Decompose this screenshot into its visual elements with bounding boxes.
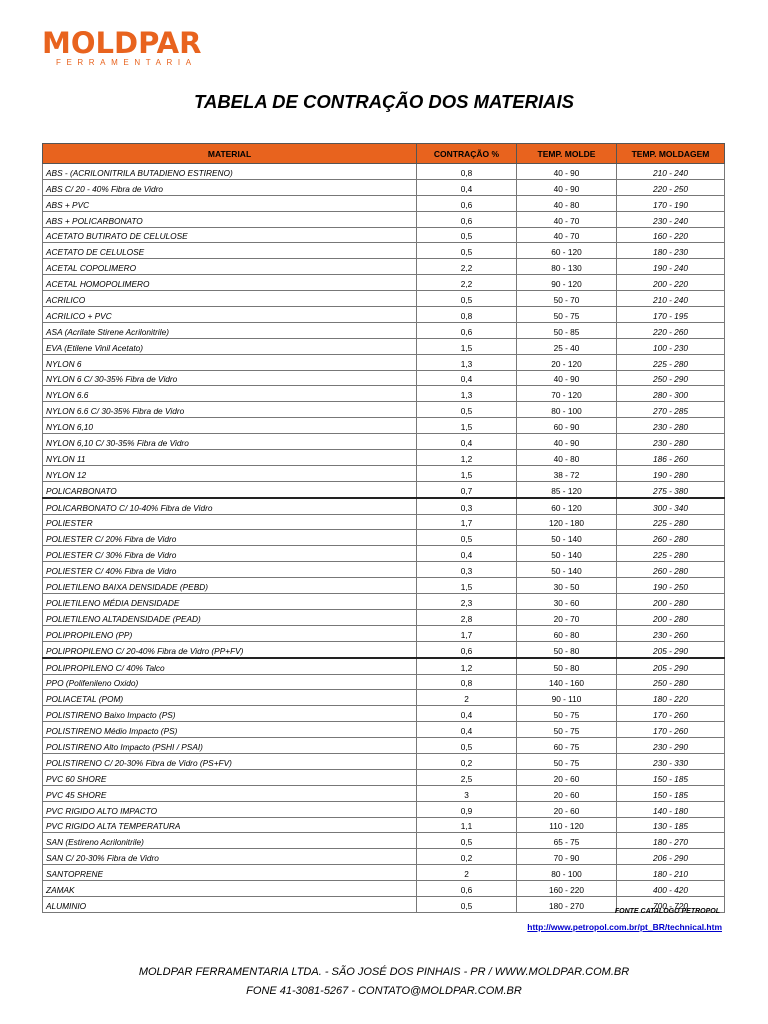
cell-material: POLISTIRENO Alto Impacto (PSHI / PSAI) [43, 738, 417, 754]
table-row [43, 179, 725, 195]
cell-material: POLIPROPILENO (PP) [43, 625, 417, 641]
cell-temp-molde: 60 - 75 [517, 738, 617, 754]
cell-contracao: 0,3 [417, 562, 517, 578]
cell-temp-moldagem: 140 - 180 [617, 801, 725, 817]
cell-temp-moldagem: 700 - 720 [617, 896, 725, 912]
cell-temp-molde: 20 - 60 [517, 801, 617, 817]
header-material: MATERIAL [43, 144, 417, 164]
cell-material: ACETATO BUTIRATO DE CELULOSE [43, 227, 417, 243]
cell-material: SANTOPRENE [43, 865, 417, 881]
cell-material: POLISTIRENO Médio Impacto (PS) [43, 722, 417, 738]
cell-material: NYLON 12 [43, 465, 417, 481]
cell-temp-molde: 50 - 75 [517, 722, 617, 738]
cell-material: POLISTIRENO Baixo Impacto (PS) [43, 706, 417, 722]
cell-material: PVC RIGIDO ALTA TEMPERATURA [43, 817, 417, 833]
cell-temp-molde: 50 - 80 [517, 658, 617, 674]
cell-contracao: 3 [417, 785, 517, 801]
cell-temp-moldagem: 225 - 280 [617, 546, 725, 562]
cell-material: SAN (Estireno Acrilonitrile) [43, 833, 417, 849]
table-row [43, 465, 725, 481]
cell-temp-moldagem: 200 - 280 [617, 609, 725, 625]
cell-material: PPO (Polifenileno Oxido) [43, 674, 417, 690]
table-body [43, 164, 725, 913]
table-row [43, 259, 725, 275]
cell-material: PVC RIGIDO ALTO IMPACTO [43, 801, 417, 817]
cell-contracao: 0,5 [417, 291, 517, 307]
cell-temp-moldagem: 230 - 240 [617, 211, 725, 227]
cell-contracao: 2,2 [417, 259, 517, 275]
table-row [43, 594, 725, 610]
cell-material: POLIPROPILENO C/ 20-40% Fibra de Vidro (PP+FV) [43, 641, 417, 657]
cell-temp-molde: 50 - 80 [517, 641, 617, 657]
cell-temp-moldagem: 190 - 250 [617, 578, 725, 594]
cell-contracao: 1,7 [417, 514, 517, 530]
cell-material: NYLON 6 C/ 30-35% Fibra de Vidro [43, 370, 417, 386]
cell-contracao: 1,1 [417, 817, 517, 833]
header-contracao: CONTRAÇÃO % [417, 144, 517, 164]
cell-contracao: 1,2 [417, 658, 517, 674]
table-row [43, 275, 725, 291]
cell-temp-molde: 90 - 120 [517, 275, 617, 291]
table-row [43, 641, 725, 657]
table-row [43, 338, 725, 354]
header-temp-moldagem: TEMP. MOLDAGEM [617, 144, 725, 164]
cell-contracao: 0,5 [417, 896, 517, 912]
table-row [43, 481, 725, 497]
cell-material: POLIPROPILENO C/ 40% Talco [43, 658, 417, 674]
cell-temp-molde: 70 - 90 [517, 849, 617, 865]
cell-temp-molde: 40 - 70 [517, 227, 617, 243]
cell-temp-moldagem: 205 - 290 [617, 641, 725, 657]
table-row [43, 865, 725, 881]
table-row [43, 530, 725, 546]
cell-temp-molde: 50 - 75 [517, 706, 617, 722]
cell-temp-moldagem: 225 - 280 [617, 514, 725, 530]
table-row [43, 738, 725, 754]
cell-temp-moldagem: 230 - 280 [617, 434, 725, 450]
table-row [43, 498, 725, 514]
cell-temp-moldagem: 230 - 280 [617, 418, 725, 434]
cell-contracao: 0,4 [417, 179, 517, 195]
table-row [43, 546, 725, 562]
cell-material: ABS - (ACRILONITRILA BUTADIENO ESTIRENO) [43, 164, 417, 180]
table-row [43, 801, 725, 817]
table-row [43, 706, 725, 722]
cell-contracao: 1,5 [417, 578, 517, 594]
cell-material: NYLON 6,10 [43, 418, 417, 434]
cell-temp-moldagem: 250 - 280 [617, 674, 725, 690]
cell-contracao: 0,7 [417, 481, 517, 497]
cell-contracao: 0,5 [417, 227, 517, 243]
table-row [43, 609, 725, 625]
cell-contracao: 1,2 [417, 450, 517, 466]
cell-contracao: 0,4 [417, 706, 517, 722]
cell-contracao: 0,6 [417, 322, 517, 338]
cell-temp-molde: 50 - 85 [517, 322, 617, 338]
cell-temp-moldagem: 230 - 290 [617, 738, 725, 754]
cell-temp-molde: 60 - 120 [517, 498, 617, 514]
cell-temp-moldagem: 250 - 290 [617, 370, 725, 386]
cell-contracao: 2,8 [417, 609, 517, 625]
table-header-row [43, 144, 725, 164]
cell-temp-moldagem: 130 - 185 [617, 817, 725, 833]
cell-temp-moldagem: 180 - 220 [617, 690, 725, 706]
table-row [43, 386, 725, 402]
cell-temp-moldagem: 260 - 280 [617, 530, 725, 546]
cell-contracao: 0,5 [417, 530, 517, 546]
cell-material: PVC 60 SHORE [43, 769, 417, 785]
cell-material: ACETAL HOMOPOLIMERO [43, 275, 417, 291]
cell-material: NYLON 11 [43, 450, 417, 466]
cell-material: ACRILICO [43, 291, 417, 307]
cell-contracao: 1,5 [417, 338, 517, 354]
cell-material: EVA (Etilene Vinil Acetato) [43, 338, 417, 354]
cell-temp-moldagem: 220 - 250 [617, 179, 725, 195]
table-row [43, 418, 725, 434]
table-row [43, 817, 725, 833]
table-row [43, 164, 725, 180]
cell-temp-moldagem: 150 - 185 [617, 769, 725, 785]
cell-temp-molde: 50 - 75 [517, 753, 617, 769]
cell-temp-molde: 40 - 80 [517, 450, 617, 466]
cell-temp-moldagem: 205 - 290 [617, 658, 725, 674]
table-row [43, 370, 725, 386]
cell-temp-moldagem: 186 - 260 [617, 450, 725, 466]
cell-contracao: 0,5 [417, 402, 517, 418]
table-row [43, 243, 725, 259]
cell-contracao: 1,5 [417, 465, 517, 481]
table-row [43, 625, 725, 641]
cell-material: NYLON 6 [43, 354, 417, 370]
company-logo [42, 28, 201, 67]
table-row [43, 881, 725, 897]
table-row [43, 769, 725, 785]
table-row [43, 722, 725, 738]
cell-contracao: 0,5 [417, 243, 517, 259]
cell-material: ABS + POLICARBONATO [43, 211, 417, 227]
cell-contracao: 2,3 [417, 594, 517, 610]
header-temp-molde: TEMP. MOLDE [517, 144, 617, 164]
cell-material: PVC 45 SHORE [43, 785, 417, 801]
cell-temp-molde: 20 - 70 [517, 609, 617, 625]
table-row [43, 195, 725, 211]
cell-material: ASA (Acrilate Stirene Acrilonitrile) [43, 322, 417, 338]
cell-temp-molde: 40 - 90 [517, 179, 617, 195]
cell-contracao: 0,2 [417, 753, 517, 769]
cell-contracao: 0,4 [417, 370, 517, 386]
cell-temp-molde: 50 - 140 [517, 530, 617, 546]
cell-material: ACETAL COPOLIMERO [43, 259, 417, 275]
cell-contracao: 2,5 [417, 769, 517, 785]
table-row [43, 227, 725, 243]
table-row [43, 450, 725, 466]
table-row [43, 785, 725, 801]
cell-temp-moldagem: 170 - 195 [617, 307, 725, 323]
cell-temp-molde: 180 - 270 [517, 896, 617, 912]
cell-temp-moldagem: 210 - 240 [617, 164, 725, 180]
logo-wordmark: MOLDPAR [42, 26, 202, 60]
cell-temp-molde: 40 - 80 [517, 195, 617, 211]
table-row [43, 578, 725, 594]
table-row [43, 291, 725, 307]
cell-temp-molde: 80 - 100 [517, 402, 617, 418]
cell-temp-moldagem: 206 - 290 [617, 849, 725, 865]
cell-temp-moldagem: 190 - 240 [617, 259, 725, 275]
cell-temp-molde: 85 - 120 [517, 481, 617, 497]
cell-material: NYLON 6.6 C/ 30-35% Fibra de Vidro [43, 402, 417, 418]
cell-contracao: 0,4 [417, 546, 517, 562]
cell-temp-moldagem: 260 - 280 [617, 562, 725, 578]
cell-temp-moldagem: 170 - 260 [617, 722, 725, 738]
cell-temp-molde: 40 - 90 [517, 434, 617, 450]
cell-temp-moldagem: 190 - 280 [617, 465, 725, 481]
cell-contracao: 1,3 [417, 354, 517, 370]
cell-material: POLIESTER C/ 20% Fibra de Vidro [43, 530, 417, 546]
cell-temp-molde: 38 - 72 [517, 465, 617, 481]
cell-temp-molde: 30 - 60 [517, 594, 617, 610]
cell-contracao: 0,8 [417, 164, 517, 180]
cell-contracao: 2,2 [417, 275, 517, 291]
cell-material: SAN C/ 20-30% Fibra de Vidro [43, 849, 417, 865]
cell-temp-moldagem: 230 - 260 [617, 625, 725, 641]
cell-material: ALUMINIO [43, 896, 417, 912]
materials-table [42, 143, 725, 913]
cell-temp-moldagem: 180 - 210 [617, 865, 725, 881]
cell-temp-moldagem: 160 - 220 [617, 227, 725, 243]
cell-temp-molde: 60 - 120 [517, 243, 617, 259]
cell-material: POLICARBONATO [43, 481, 417, 497]
cell-material: NYLON 6,10 C/ 30-35% Fibra de Vidro [43, 434, 417, 450]
cell-temp-molde: 20 - 60 [517, 785, 617, 801]
cell-contracao: 1,3 [417, 386, 517, 402]
table-row [43, 322, 725, 338]
cell-material: POLIESTER C/ 40% Fibra de Vidro [43, 562, 417, 578]
table-row [43, 514, 725, 530]
cell-temp-molde: 50 - 140 [517, 546, 617, 562]
cell-contracao: 0,9 [417, 801, 517, 817]
cell-temp-moldagem: 180 - 270 [617, 833, 725, 849]
logo-tagline: FERRAMENTARIA [56, 58, 197, 67]
cell-temp-moldagem: 210 - 240 [617, 291, 725, 307]
cell-temp-moldagem: 225 - 280 [617, 354, 725, 370]
cell-material: POLICARBONATO C/ 10-40% Fibra de Vidro [43, 498, 417, 514]
cell-temp-molde: 110 - 120 [517, 817, 617, 833]
table-row [43, 849, 725, 865]
table-row [43, 562, 725, 578]
cell-temp-molde: 120 - 180 [517, 514, 617, 530]
cell-material: NYLON 6.6 [43, 386, 417, 402]
table-row [43, 833, 725, 849]
table-row [43, 690, 725, 706]
cell-material: POLIETILENO MÉDIA DENSIDADE [43, 594, 417, 610]
cell-temp-molde: 65 - 75 [517, 833, 617, 849]
cell-contracao: 0,5 [417, 833, 517, 849]
source-note: FONTE CATALOGO PETROPOL [614, 908, 720, 915]
cell-temp-moldagem: 200 - 220 [617, 275, 725, 291]
table-row [43, 402, 725, 418]
source-link[interactable]: http://www.petropol.com.br/pt_BR/technical.htm [527, 922, 722, 932]
cell-contracao: 1,7 [417, 625, 517, 641]
cell-contracao: 0,8 [417, 674, 517, 690]
cell-material: POLIESTER [43, 514, 417, 530]
table-row [43, 434, 725, 450]
cell-temp-moldagem: 275 - 380 [617, 481, 725, 497]
cell-contracao: 0,2 [417, 849, 517, 865]
cell-contracao: 2 [417, 690, 517, 706]
cell-temp-moldagem: 170 - 190 [617, 195, 725, 211]
cell-material: ABS C/ 20 - 40% Fibra de Vidro [43, 179, 417, 195]
cell-temp-moldagem: 280 - 300 [617, 386, 725, 402]
cell-material: POLIESTER C/ 30% Fibra de Vidro [43, 546, 417, 562]
cell-temp-moldagem: 170 - 260 [617, 706, 725, 722]
cell-temp-molde: 40 - 90 [517, 164, 617, 180]
cell-material: ABS + PVC [43, 195, 417, 211]
cell-material: POLISTIRENO C/ 20-30% Fibra de Vidro (PS+FV) [43, 753, 417, 769]
cell-contracao: 0,6 [417, 641, 517, 657]
page-title: TABELA DE CONTRAÇÃO DOS MATERIAIS [194, 91, 574, 112]
cell-material: POLIACETAL (POM) [43, 690, 417, 706]
table-row [43, 674, 725, 690]
cell-contracao: 0,6 [417, 211, 517, 227]
cell-temp-molde: 80 - 100 [517, 865, 617, 881]
cell-temp-molde: 60 - 90 [517, 418, 617, 434]
cell-temp-molde: 40 - 90 [517, 370, 617, 386]
cell-temp-moldagem: 270 - 285 [617, 402, 725, 418]
cell-temp-moldagem: 300 - 340 [617, 498, 725, 514]
cell-temp-molde: 40 - 70 [517, 211, 617, 227]
cell-material: ACETATO DE CELULOSE [43, 243, 417, 259]
cell-temp-molde: 140 - 160 [517, 674, 617, 690]
table-row [43, 307, 725, 323]
footer-address: MOLDPAR FERRAMENTARIA LTDA. - SÃO JOSÉ DOS PINHAIS - PR / WWW.MOLDPAR.COM.BR [138, 966, 630, 978]
cell-temp-moldagem: 180 - 230 [617, 243, 725, 259]
cell-material: POLIETILENO BAIXA DENSIDADE (PEBD) [43, 578, 417, 594]
cell-material: ZAMAK [43, 881, 417, 897]
cell-contracao: 0,4 [417, 434, 517, 450]
table-row [43, 354, 725, 370]
cell-temp-molde: 70 - 120 [517, 386, 617, 402]
cell-temp-moldagem: 200 - 280 [617, 594, 725, 610]
cell-temp-molde: 160 - 220 [517, 881, 617, 897]
cell-contracao: 0,6 [417, 881, 517, 897]
cell-contracao: 0,6 [417, 195, 517, 211]
cell-material: POLIETILENO ALTADENSIDADE (PEAD) [43, 609, 417, 625]
cell-temp-moldagem: 220 - 260 [617, 322, 725, 338]
cell-temp-molde: 50 - 70 [517, 291, 617, 307]
cell-contracao: 0,8 [417, 307, 517, 323]
table-row [43, 753, 725, 769]
cell-temp-molde: 50 - 140 [517, 562, 617, 578]
cell-temp-moldagem: 100 - 230 [617, 338, 725, 354]
cell-contracao: 2 [417, 865, 517, 881]
cell-temp-moldagem: 400 - 420 [617, 881, 725, 897]
cell-material: ACRILICO + PVC [43, 307, 417, 323]
cell-temp-molde: 25 - 40 [517, 338, 617, 354]
cell-contracao: 0,5 [417, 738, 517, 754]
cell-temp-molde: 80 - 130 [517, 259, 617, 275]
cell-contracao: 0,4 [417, 722, 517, 738]
footer-contact: FONE 41-3081-5267 - CONTATO@MOLDPAR.COM.BR [246, 985, 522, 997]
cell-temp-molde: 20 - 120 [517, 354, 617, 370]
cell-temp-molde: 60 - 80 [517, 625, 617, 641]
cell-temp-molde: 30 - 50 [517, 578, 617, 594]
cell-contracao: 0,3 [417, 498, 517, 514]
cell-contracao: 1,5 [417, 418, 517, 434]
table-row [43, 658, 725, 674]
cell-temp-moldagem: 150 - 185 [617, 785, 725, 801]
cell-temp-molde: 90 - 110 [517, 690, 617, 706]
cell-temp-molde: 20 - 60 [517, 769, 617, 785]
table-row [43, 211, 725, 227]
cell-temp-moldagem: 230 - 330 [617, 753, 725, 769]
cell-temp-molde: 50 - 75 [517, 307, 617, 323]
